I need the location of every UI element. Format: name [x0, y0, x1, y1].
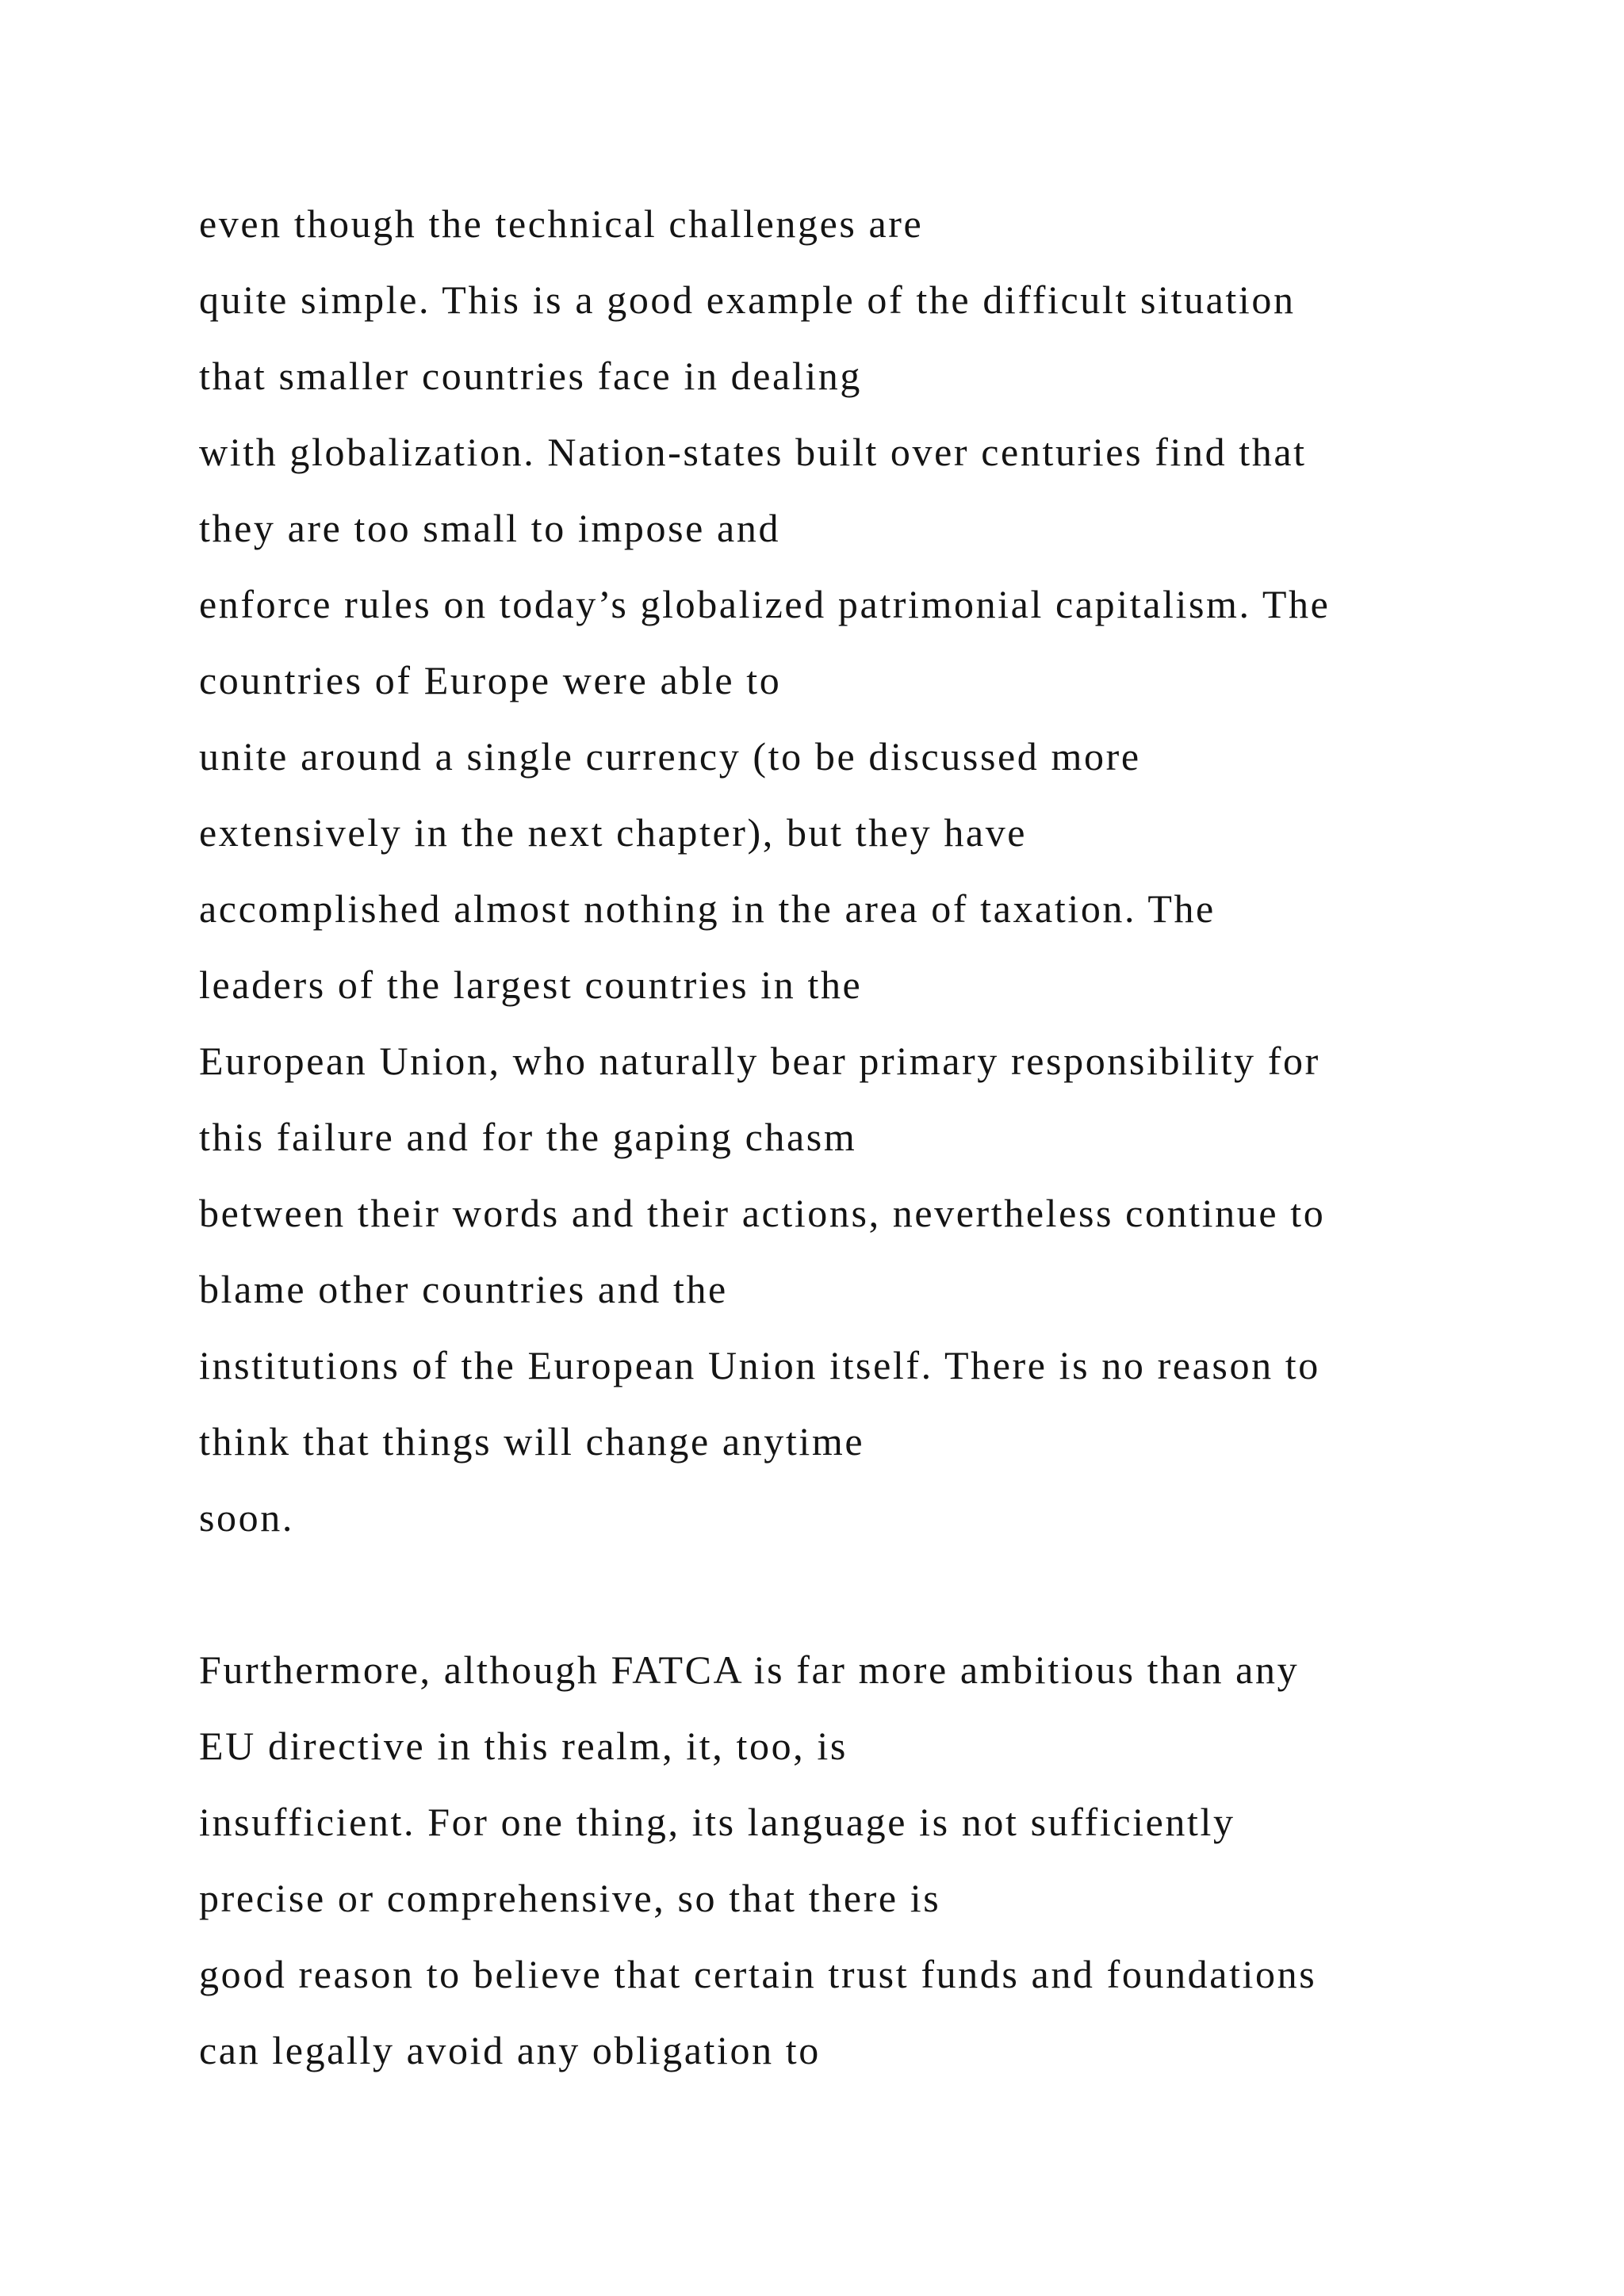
text-line: Furthermore, although FATCA is far more ambitious than any — [199, 1647, 1300, 1692]
text-line: unite around a single currency (to be discussed more — [199, 734, 1141, 779]
text-line: blame other countries and the — [199, 1267, 728, 1311]
text-line: that smaller countries face in dealing — [199, 354, 863, 398]
text-line: between their words and their actions, nevertheless continue to — [199, 1191, 1326, 1235]
text-line: extensively in the next chapter), but they have — [199, 810, 1028, 855]
text-line: even though the technical challenges are — [199, 201, 924, 246]
text-line: can legally avoid any obligation to — [199, 2028, 821, 2072]
text-line: soon. — [199, 1495, 294, 1540]
text-line: European Union, who naturally bear primary responsibility for — [199, 1039, 1320, 1083]
text-line: think that things will change anytime — [199, 1419, 865, 1464]
text-line: good reason to believe that certain trust funds and foundations — [199, 1952, 1317, 1996]
text-line: this failure and for the gaping chasm — [199, 1115, 857, 1159]
text-line: insufficient. For one thing, its language is not sufficiently — [199, 1800, 1235, 1844]
text-line: with globalization. Nation-states built over centuries find that — [199, 430, 1307, 474]
text-line: accomplished almost nothing in the area of taxation. The — [199, 886, 1216, 931]
text-line: leaders of the largest countries in the — [199, 962, 863, 1007]
text-line: they are too small to impose and — [199, 506, 781, 550]
text-line: countries of Europe were able to — [199, 658, 782, 702]
text-line: enforce rules on today’s globalized patrimonial capitalism. The — [199, 582, 1331, 626]
text-line: quite simple. This is a good example of the difficult situation — [199, 277, 1296, 322]
text-line: institutions of the European Union itself. There is no reason to — [199, 1343, 1320, 1387]
text-line: EU directive in this realm, it, too, is — [199, 1724, 848, 1768]
text-line: precise or comprehensive, so that there is — [199, 1876, 941, 1920]
